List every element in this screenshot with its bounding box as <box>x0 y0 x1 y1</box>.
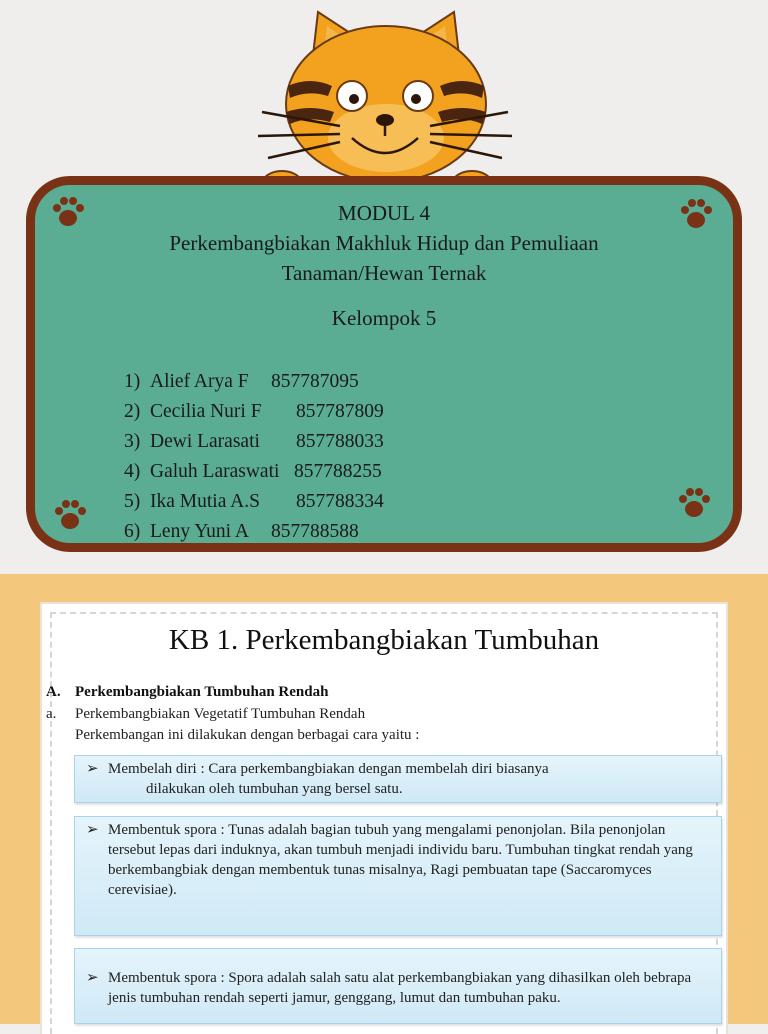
bullet-arrow-icon: ➢ <box>86 761 99 777</box>
member-name: Cecilia Nuri F <box>150 401 262 422</box>
bullet-arrow-icon: ➢ <box>86 822 99 838</box>
member-number: 1) <box>124 371 141 392</box>
member-name: Alief Arya F <box>150 371 249 392</box>
paw-print-icon <box>52 498 88 532</box>
member-item <box>124 487 384 517</box>
member-nim: 857787095 <box>271 371 359 392</box>
module-number: MODUL 4 <box>338 201 430 225</box>
section-heading <box>46 684 328 701</box>
member-item <box>124 457 382 487</box>
subsection-label: a. <box>46 706 57 722</box>
member-number: 5) <box>124 491 141 512</box>
member-number: 3) <box>124 431 141 452</box>
member-number: 6) <box>124 521 141 542</box>
section-label: A. <box>46 684 61 700</box>
member-item <box>124 427 384 457</box>
subsection-title: Perkembangbiakan Vegetatif Tumbuhan Rendah <box>75 706 366 722</box>
paw-print-icon <box>676 486 712 520</box>
member-item <box>124 397 384 427</box>
member-nim: 857788334 <box>296 491 384 512</box>
member-name: Dewi Larasati <box>150 431 260 452</box>
intro-text: Perkembangan ini dilakukan dengan berbagai cara yaitu : <box>75 727 420 743</box>
info-box <box>74 755 722 803</box>
member-name: Ika Mutia A.S <box>150 491 260 512</box>
subsection-heading <box>46 706 365 723</box>
member-number: 2) <box>124 401 141 422</box>
group-label: Kelompok 5 <box>331 306 437 330</box>
info-box <box>74 948 722 1024</box>
member-name: Leny Yuni A <box>150 521 249 542</box>
member-number: 4) <box>124 461 141 482</box>
module-title-line-2: Tanaman/Hewan Ternak <box>281 261 487 285</box>
cat-illustration <box>240 6 530 202</box>
member-name: Galuh Laraswati <box>150 461 280 482</box>
box-text: Membentuk spora : Tunas adalah bagian tubuh yang mengalami penonjolan. Bila penonjolan tersebut lepas dari induknya, akan tumbuh menjadi individu baru. Tumbuhan tingkat rendah yang berkembangbiak dengan membentuk tunas misalnya, Ragi pembuatan tape (Saccaromyces cerevisiae). <box>108 822 693 898</box>
member-list <box>124 367 384 547</box>
member-nim: 857788255 <box>294 461 382 482</box>
module-title-line-1: Perkembangbiakan Makhluk Hidup dan Pemuliaan <box>169 231 599 255</box>
box-text-line-1: Membelah diri : Cara perkembangbiakan dengan membelah diri biasanya <box>108 761 549 777</box>
member-item <box>124 517 359 547</box>
section-title: Perkembangbiakan Tumbuhan Rendah <box>75 684 329 700</box>
info-box <box>74 816 722 936</box>
box-text-line-2: dilakukan oleh tumbuhan yang bersel satu. <box>146 781 403 797</box>
page-title: KB 1. Perkembangbiakan Tumbuhan <box>168 624 600 656</box>
member-nim: 857788588 <box>271 521 359 542</box>
member-item <box>124 367 359 397</box>
member-nim: 857787809 <box>296 401 384 422</box>
box-text: Membentuk spora : Spora adalah salah satu alat perkembangbiakan yang dihasilkan oleh bebrapa jenis tumbuhan rendah seperti jamur, genggang, lumut dan tumbuhan paku. <box>108 970 692 1006</box>
member-nim: 857788033 <box>296 431 384 452</box>
bullet-arrow-icon: ➢ <box>86 970 99 986</box>
module-title-block <box>0 198 768 288</box>
